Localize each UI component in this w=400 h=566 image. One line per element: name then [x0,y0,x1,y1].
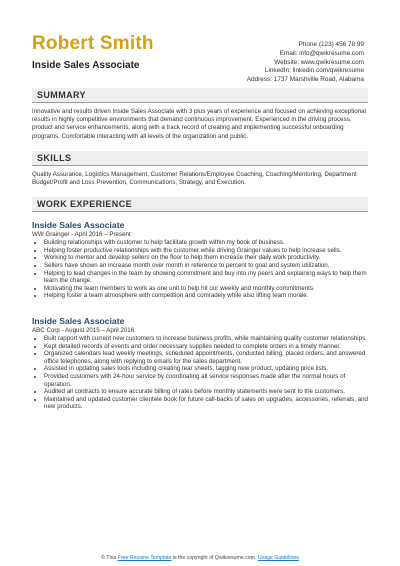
job-company-dates: WW Grainger - April 2016 – Present [32,231,131,239]
skills-text: Quality Assurance, Logistics Management, Customer Relations/Employee Coaching, Coaching/Mentoring, Department Budget/Profit and Loss Prevention, Communications, Strategy, and Execution. [32,170,357,187]
candidate-title: Inside Sales Associate [32,60,140,71]
job-company-dates: ABC Corp - August 2015 – April 2016 [32,326,135,334]
skills-heading: SKILLS [37,152,72,163]
usage-guidelines-link[interactable]: Usage Guidelines [257,555,299,561]
skills-heading-bar [32,151,368,166]
job-bullet: • Kept detailed records of events and order necessary supplies needed to complete orders in a timely manner. [44,343,368,351]
job-title: Inside Sales Associate [32,220,125,231]
summary-heading: SUMMARY [37,90,86,100]
job-entry [22,316,378,411]
contact-email: Email: info@qwikresume.com [279,49,364,57]
job-bullet: • Maintained and updated customer clientele book for future call-backs of sales on upgrades, accessories, referrals, and new products. [44,396,368,411]
job-bullet: • Assisted in updating sales tools including creating tear sheets, tagging new product, updating price lists. [44,365,368,373]
job-bullet: • Helping foster a team atmosphere with competition and comradely while also lifting team morale. [44,292,368,300]
contact-phone: Phone (123) 456 78 99 [298,41,364,48]
job-bullet: • Organized calendars lead weekly meetings, scheduled appointments, conducted billing, placed orders, and answered office telephones, along with replying to emails for the sales department. [44,350,368,365]
contact-block [247,41,364,85]
copyright-footer [0,555,400,561]
job-bullet: • Building relationships with customer to help facilitate growth within my book of business. [44,239,368,247]
footer-middle: is the copyright of Qwikresume.com. [171,555,258,561]
job-bullets [32,335,368,411]
job-bullet: • Sellers have shown an increase month over month in reference to percent to goal and system utilization. [44,262,368,270]
contact-address: Address: 1737 Marshville Road, Alabama [246,76,364,84]
job-bullet: • Built rapport with current new customers to increase business profits, while maintaining quality customer relationships. [44,335,368,343]
job-bullets [32,239,368,300]
summary-heading-bar [32,88,368,103]
job-title: Inside Sales Associate [32,315,125,326]
candidate-name: Robert Smith [32,33,154,54]
job-bullet: • Provided customers with 24-hour service by coordinating all service responses made after the normal hours of operation. [44,373,368,388]
contact-website: Website: www.qwikresume.com [274,58,364,66]
free-resume-template-link[interactable]: Free Resume Template [117,555,172,561]
footer-prefix: © This [101,555,118,561]
experience-heading-bar [32,197,368,212]
job-bullet: • Helping foster productive relationships with the customer while driving Grainger values to help increase sells. [44,247,368,255]
job-bullet: • Audited all contracts to ensure accurate billing of rates before monthly statements were sent to the customers. [44,388,368,396]
job-bullet: • Working to mentor and develop sellers on the floor to help them increase their daily work productivity. [44,254,368,262]
job-bullet: • Motivating the team members to work as one unit to help hit our weekly and monthly commitments. [44,285,368,293]
experience-heading: WORK EXPERIENCE [37,199,133,210]
summary-text: Innovative and results driven Inside Sales Associate with 3 plus years of experience and focused on achieving exceptional results in highly competitive environments that demand continuous improvement. Experienced in the driving process, product and service enhancements, along with a track record of creating and implementing successful onboarding programs. Comfortable interacting with all levels of the organization and public. [32,108,366,140]
resume-header [22,0,378,88]
contact-linkedin: LinkedIn: linkedin.com/qwikresume [264,67,364,75]
job-bullet: • Helping to lead changes in the team by showing commitment and buy into my peers and explaining ways to help them learn the change. [44,270,368,285]
job-entry [22,220,378,300]
